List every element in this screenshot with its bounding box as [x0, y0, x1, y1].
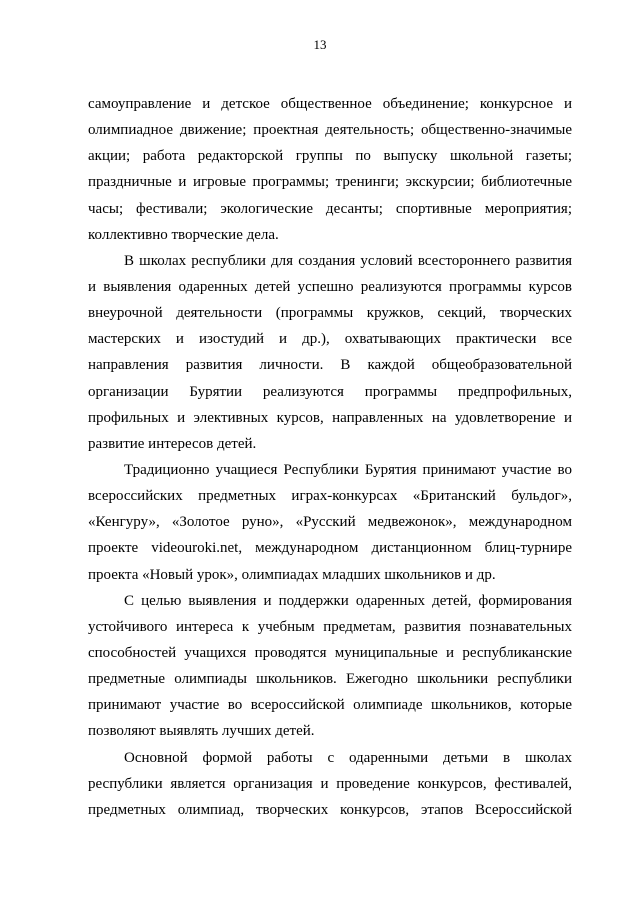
text-line: С целью выявления и поддержки одаренных детей, формирования: [124, 592, 572, 609]
text-line: «Кенгуру», «Золотое руно», «Русский медвежонок», международном: [88, 514, 572, 531]
text-line: Традиционно учащиеся Республики Бурятия принимают участие во: [124, 461, 572, 478]
text-line: устойчивого интереса к учебным предметам, развития познавательных: [88, 618, 572, 635]
text-line: развитие интересов детей.: [88, 435, 257, 452]
text-line: В школах республики для создания условий всестороннего развития: [124, 252, 572, 269]
text-line: позволяют выявлять лучших детей.: [88, 723, 315, 740]
text-line: мастерских и изостудий и др.), охватывающих практически все: [88, 331, 572, 348]
text-line: предметных олимпиад, творческих конкурсов, этапов Всероссийской: [88, 801, 572, 818]
page-number: 13: [313, 37, 327, 52]
text-line: способностей учащихся проводятся муниципальные и республиканские: [88, 644, 572, 661]
text-line: республики является организация и проведение конкурсов, фестивалей,: [88, 775, 572, 792]
text-line: предметные олимпиады школьников. Ежегодно школьники республики: [88, 671, 572, 688]
text-line: направления развития личности. В каждой общеобразовательной: [88, 357, 572, 374]
text-line: Основной формой работы с одаренными детьми в школах: [124, 749, 572, 766]
body-text: [88, 91, 572, 823]
text-line: и выявления одаренных детей успешно реализуются программы курсов: [88, 278, 572, 295]
text-line: коллективно творческие дела.: [88, 226, 279, 243]
text-line: акции; работа редакторской группы по выпуску школьной газеты;: [88, 148, 572, 165]
text-line: часы; фестивали; экологические десанты; спортивные мероприятия;: [88, 200, 572, 217]
text-line: профильных и элективных курсов, направленных на удовлетворение и: [88, 409, 572, 426]
text-line: организации Бурятии реализуются программы предпрофильных,: [88, 383, 572, 400]
text-line: внеурочной деятельности (программы кружков, секций, творческих: [88, 305, 572, 322]
text-line: олимпиадное движение; проектная деятельность; общественно-значимые: [88, 122, 572, 139]
text-line: проекте videouroki.net, международном дистанционном блиц-турнире: [88, 540, 572, 557]
text-line: проекта «Новый урок», олимпиадах младших школьников и др.: [88, 566, 496, 583]
text-line: всероссийских предметных играх-конкурсах «Британский бульдог»,: [88, 488, 572, 505]
text-line: праздничные и игровые программы; тренинги; экскурсии; библиотечные: [88, 174, 572, 191]
text-line: самоуправление и детское общественное объединение; конкурсное и: [88, 96, 572, 112]
text-line: принимают участие во всероссийской олимпиаде школьников, которые: [88, 697, 572, 714]
